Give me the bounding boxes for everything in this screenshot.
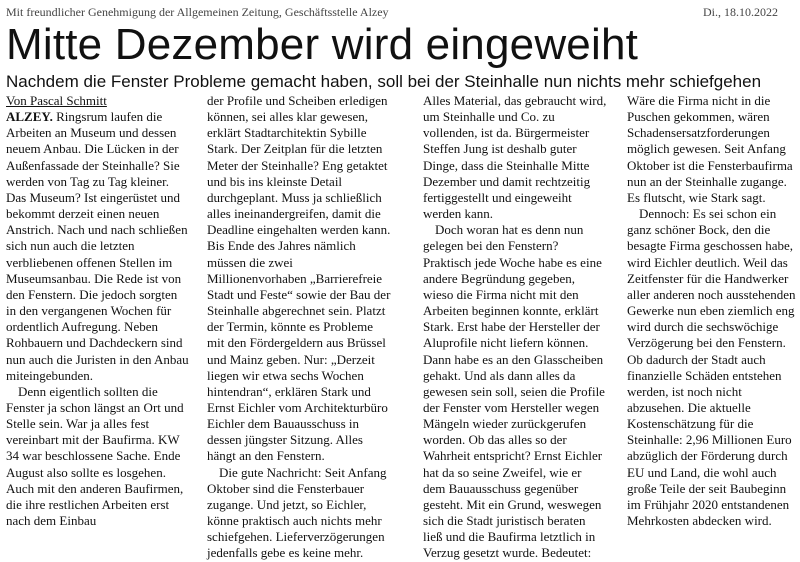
paragraph	[6, 109, 190, 384]
source-credit: Mit freundlicher Genehmigung der Allgemeinen Zeitung, Geschäftsstelle Alzey	[6, 5, 389, 19]
article-column-3	[423, 93, 607, 562]
article-subheadline: Nachdem die Fenster Probleme gemacht haben, soll bei der Steinhalle nun nichts mehr schiefgehen	[6, 72, 762, 91]
article-column-2	[207, 93, 391, 562]
article-column-1	[6, 93, 190, 529]
article-headline: Mitte Dezember wird eingeweiht	[6, 20, 639, 69]
paragraph: Die gute Nachricht: Seit Anfang Oktober sind die Fensterbauer zugange. Und jetzt, so Eichler, könne praktisch auch nichts mehr schiefgehen. Lieferverzögerungen jedenfalls gebe es keine mehr.	[207, 464, 387, 561]
paragraph: Alles Material, das gebraucht wird, um Steinhalle und Co. zu vollenden, ist da. Bürgermeister Steffen Jung ist deshalb guter Dinge, dass die Steinhalle Mitte Dezember und damit rechtzeitig fertiggestellt und eingeweiht werden kann.	[423, 93, 607, 222]
article-column-4	[627, 93, 799, 529]
author-byline: Von Pascal Schmitt	[6, 93, 107, 108]
publication-date: Di., 18.10.2022	[703, 5, 778, 19]
paragraph: Wäre die Firma nicht in die Puschen gekommen, wären Schadensersatzforderungen möglich gewesen. Seit Anfang Oktober ist die Fensterbaufirma nun an der Steinhalle zugange. Es flutscht, wie Stark sagt.	[627, 93, 793, 205]
paragraph: der Profile und Scheiben erledigen können, sei alles klar gewesen, erklärt Stadtarchitektin Sybille Stark. Der Zeitplan für die letzten Meter der Steinhalle? Eng getaktet und bis ins kleinste Detail durchgeplant. Muss ja schließlich alles ineinandergreifen, damit die Deadline eingehalten werden kann. Bis Ende des Jahres nämlich müssen die zwei Millionenvorhaben „Barrierefreie Stadt und Feste“ sowie der Bau der Steinhalle abgerechnet sein. Platzt der Termin, könnte es Probleme mit den Fördergeldern aus Brüssel und Mainz geben. Nur: „Derzeit liegen wir etwa sechs Wochen hintendran“, erklären Stark und Ernst Eichler vom Architekturbüro Eichler dem Bauausschuss in dessen jüngster Sitzung. Alles hängt an den Fenstern.	[207, 93, 391, 464]
paragraph: Doch woran hat es denn nun gelegen bei den Fenstern? Praktisch jede Woche habe es eine andere Begründung gegeben, wieso die Firma nicht mit den Arbeiten beginnen konnte, erklärt Stark. Erst habe der Hersteller der Aluprofile nicht liefern können. Dann habe es an den Glasscheiben gehakt. Und als dann alles da gewesen sein soll, seien die Profile der Fenster vom Hersteller wegen Mängeln wieder zurückgerufen worden. Ob das alles so der Wahrheit entspricht? Ernst Eichler hat da so seine Zweifel, wie er dem Bauausschuss gegenüber gesteht. Mit ein Grund, weswegen sich die Stadt juristisch beraten ließ und die Baufirma letztlich in Verzug gesetzt wurde. Bedeutet:	[423, 222, 605, 561]
paragraph: Dennoch: Es sei schon ein ganz schöner Bock, den die besagte Firma geschossen habe, wird Eichler deutlich. Weil das Zeitfenster für die Handwerker aller anderen noch ausstehenden Gewerke nun eben ziemlich eng wird durch die sechswöchige Verzögerung bei den Fenstern. Ob dadurch der Stadt auch finanzielle Schäden entstehen werden, ist noch nicht abzusehen. Die aktuelle Kostenschätzung für die Steinhalle: 2,96 Millionen Euro abzüglich der Förderung durch EU und Land, die wohl auch große Teile der seit Baubeginn im Frühjahr 2020 entstandenen Mehrkosten abdecken wird.	[627, 206, 796, 529]
paragraph: Denn eigentlich sollten die Fenster ja schon längst an Ort und Stelle sein. War ja alles fest vereinbart mit der Baufirma. KW 34 war beschlossene Sache. Ende August also sollte es losgehen. Auch mit den anderen Baufirmen, die ihre restlichen Arbeiten erst nach dem Einbau	[6, 383, 184, 529]
paragraph-text: Ringsrum laufen die Arbeiten an Museum und dessen neuem Anbau. Die Lücken in der Außenfassade der Steinhalle? Sie werden von Tag zu Tag kleiner. Das Museum? Ist eingerüstet und bekommt derzeit einen neuen Anstrich. Nach und nach schließen sich nun auch die letzten verbliebenen offenen Stellen im Museumsanbau. Die Rede ist von den Fenstern. Die jedoch sorgten in den vergangenen Wochen für ordentlich Aufregung. Neben Rohbauern und Dachdeckern sind nun auch die Juristen in den Anbau miteingebunden.	[6, 109, 189, 383]
dateline: ALZEY.	[6, 109, 53, 125]
